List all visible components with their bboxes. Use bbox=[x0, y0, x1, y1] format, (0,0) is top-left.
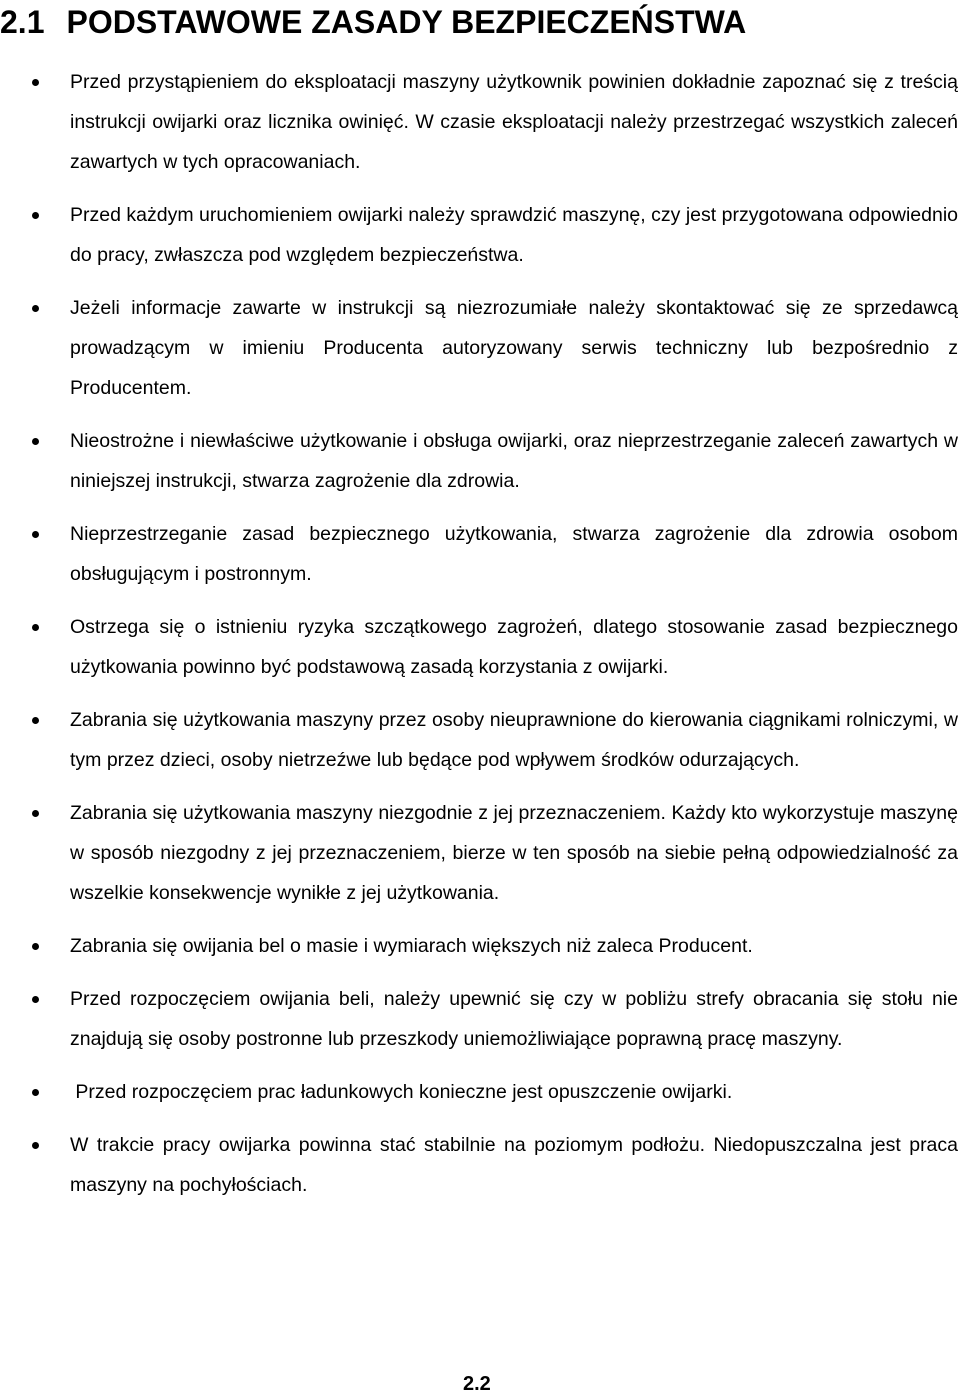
list-item-text: Zabrania się użytkowania maszyny niezgodnie z jej przeznaczeniem. Każdy kto wykorzystuje maszynę w sposób niezgodny z jej przeznaczeniem, bierze w ten sposób na siebie pełną odpowiedzialność za wszelkie konsekwencje wynikłe z jej użytkowania. bbox=[70, 802, 958, 904]
list-item-text: Zabrania się owijania bel o masie i wymiarach większych niż zaleca Producent. bbox=[70, 935, 753, 957]
safety-rules-list bbox=[70, 62, 958, 1218]
bullet-icon bbox=[32, 717, 39, 724]
bullet-icon bbox=[32, 79, 39, 86]
list-item bbox=[70, 514, 958, 594]
bullet-icon bbox=[32, 943, 39, 950]
list-item bbox=[70, 979, 958, 1059]
bullet-icon bbox=[32, 810, 39, 817]
list-item bbox=[70, 1072, 958, 1112]
list-item-text: Jeżeli informacje zawarte w instrukcji są niezrozumiałe należy skontaktować się ze sprzedawcą prowadzącym w imieniu Producenta autoryzowany serwis techniczny lub bezpośrednio z Producentem. bbox=[70, 297, 958, 399]
list-item bbox=[70, 195, 958, 275]
list-item-text: Zabrania się użytkowania maszyny przez osoby nieuprawnione do kierowania ciągnikami rolniczymi, w tym przez dzieci, osoby nietrzeźwe lub będące pod wpływem środków odurzających. bbox=[70, 709, 958, 771]
list-item bbox=[70, 62, 958, 182]
list-item-text: Przed każdym uruchomieniem owijarki należy sprawdzić maszynę, czy jest przygotowana odpowiednio do pracy, zwłaszcza pod względem bezpieczeństwa. bbox=[70, 204, 958, 266]
list-item bbox=[70, 793, 958, 913]
page-number: 2.2 bbox=[463, 1373, 491, 1395]
bullet-icon bbox=[32, 1089, 39, 1096]
list-item bbox=[70, 1125, 958, 1205]
list-item-text: Przed rozpoczęciem owijania beli, należy upewnić się czy w pobliżu strefy obracania się stołu nie znajdują się osoby postronne lub przeszkody uniemożliwiające poprawną pracę maszyny. bbox=[70, 988, 958, 1050]
bullet-icon bbox=[32, 531, 39, 538]
bullet-icon bbox=[32, 305, 39, 312]
list-item bbox=[70, 421, 958, 501]
list-item-text: W trakcie pracy owijarka powinna stać stabilnie na poziomym podłożu. Niedopuszczalna jest praca maszyny na pochyłościach. bbox=[70, 1134, 958, 1196]
list-item bbox=[70, 607, 958, 687]
list-item-text: Nieprzestrzeganie zasad bezpiecznego użytkowania, stwarza zagrożenie dla zdrowia osobom obsługującym i postronnym. bbox=[70, 523, 958, 585]
bullet-icon bbox=[32, 624, 39, 631]
bullet-icon bbox=[32, 996, 39, 1003]
list-item-text: Nieostrożne i niewłaściwe użytkowanie i obsługa owijarki, oraz nieprzestrzeganie zaleceń zawartych w niniejszej instrukcji, stwarza zagrożenie dla zdrowia. bbox=[70, 430, 958, 492]
section-heading bbox=[0, 2, 746, 42]
bullet-icon bbox=[32, 438, 39, 445]
list-item bbox=[70, 700, 958, 780]
list-item bbox=[70, 288, 958, 408]
list-item bbox=[70, 926, 958, 966]
bullet-icon bbox=[32, 212, 39, 219]
list-item-text: Przed rozpoczęciem prac ładunkowych konieczne jest opuszczenie owijarki. bbox=[70, 1081, 733, 1103]
list-item-text: Ostrzega się o istnieniu ryzyka szczątkowego zagrożeń, dlatego stosowanie zasad bezpiecznego użytkowania powinno być podstawową zasadą korzystania z owijarki. bbox=[70, 616, 958, 678]
section-title: PODSTAWOWE ZASADY BEZPIECZEŃSTWA bbox=[66, 4, 747, 40]
bullet-icon bbox=[32, 1142, 39, 1149]
list-item-text: Przed przystąpieniem do eksploatacji maszyny użytkownik powinien dokładnie zapoznać się z treścią instrukcji owijarki oraz licznika owinięć. W czasie eksploatacji należy przestrzegać wszystkich zaleceń zawartych w tych opracowaniach. bbox=[70, 71, 958, 173]
section-number: 2.1 bbox=[0, 4, 45, 40]
